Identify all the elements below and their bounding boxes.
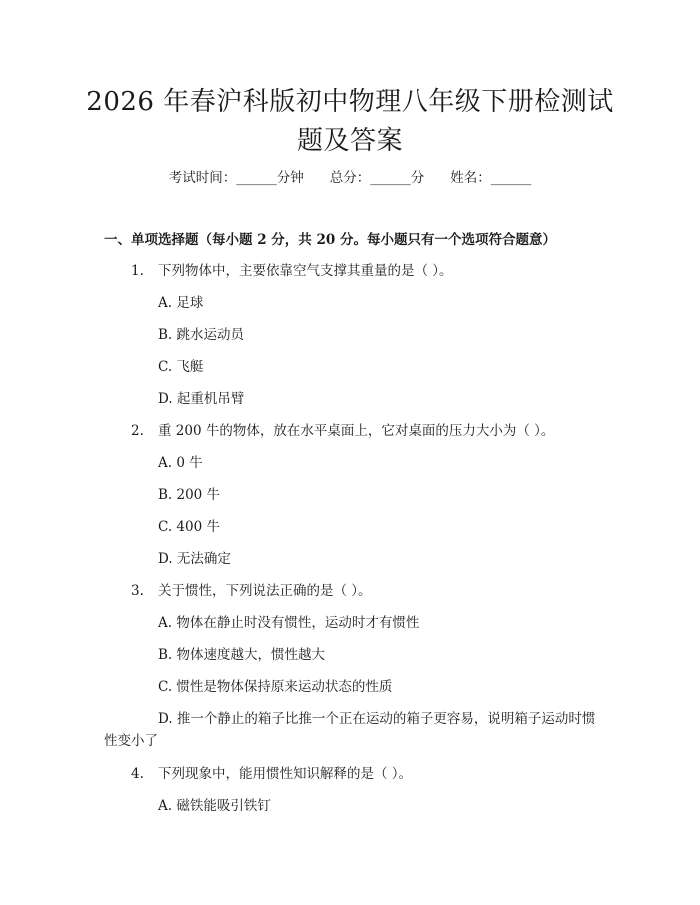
question-number: 3. bbox=[131, 583, 144, 599]
option-1d: D. 起重机吊臂 bbox=[158, 391, 245, 407]
option-2b: B. 200 牛 bbox=[158, 487, 221, 503]
option-1c: C. 飞艇 bbox=[158, 359, 204, 375]
question-number: 4. bbox=[131, 766, 144, 782]
page-title-line-1: 2026 年春沪科版初中物理八年级下册检测试 bbox=[86, 87, 614, 117]
option-2a: A. 0 牛 bbox=[158, 455, 203, 471]
exam-info bbox=[0, 168, 700, 188]
question-text: 重 200 牛的物体，放在水平桌面上，它对桌面的压力大小为（ ）。 bbox=[158, 423, 555, 439]
section-heading: 一、单项选择题（每小题 2 分，共 20 分。每小题只有一个选项符合题意） bbox=[104, 232, 556, 248]
page-title-line-2: 题及答案 bbox=[296, 126, 403, 156]
option-1a: A. 足球 bbox=[158, 295, 204, 311]
question-text: 下列物体中，主要依靠空气支撑其重量的是（ ）。 bbox=[158, 263, 453, 279]
question-number: 2. bbox=[131, 423, 144, 439]
option-3c: C. 惯性是物体保持原来运动状态的性质 bbox=[158, 679, 393, 695]
student-name-label: 姓名：______ bbox=[450, 170, 532, 186]
question-text: 关于惯性，下列说法正确的是（ ）。 bbox=[158, 583, 372, 599]
option-3a: A. 物体在静止时没有惯性，运动时才有惯性 bbox=[158, 615, 420, 631]
total-score-label: 总分：______分 bbox=[329, 170, 425, 186]
exam-time-label: 考试时间：______分钟 bbox=[168, 170, 304, 186]
option-4a: A. 磁铁能吸引铁钉 bbox=[158, 798, 271, 814]
option-3d: D. 推一个静止的箱子比推一个正在运动的箱子更容易，说明箱子运动时惯性变小了 bbox=[104, 711, 596, 749]
option-2c: C. 400 牛 bbox=[158, 519, 220, 535]
option-1b: B. 跳水运动员 bbox=[158, 327, 245, 343]
option-3b: B. 物体速度越大，惯性越大 bbox=[158, 647, 326, 663]
question-number: 1. bbox=[131, 263, 144, 279]
option-2d: D. 无法确定 bbox=[158, 551, 231, 567]
question-text: 下列现象中，能用惯性知识解释的是（ ）。 bbox=[158, 766, 413, 782]
